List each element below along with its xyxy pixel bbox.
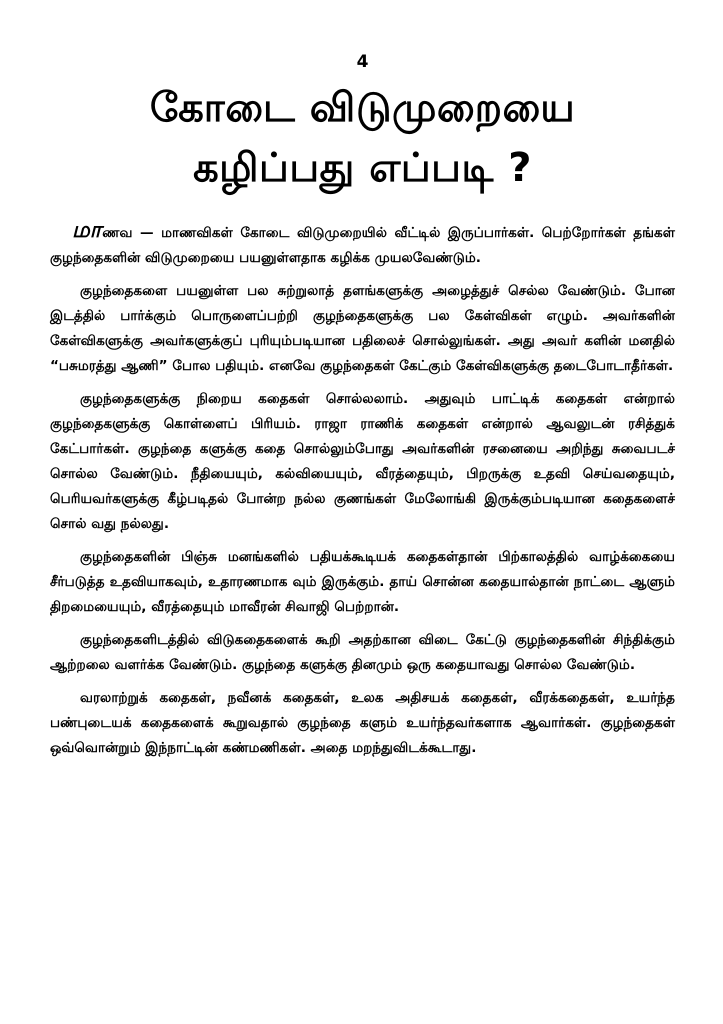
paragraph-6: வரலாற்றுக் கதைகள், நவீனக் கதைகள், உலக அதிசயக் கதைகள், வீரக்கதைகள், உயர்ந்த பண்புடையக் கதைகளைக் கூறுவதால் குழந்தை களும் உயர்ந்தவர்களாக ஆவார்கள். குழந்தைகள் ஒவ்வொன்றும் இந்நாட்டின் கண்மணிகள். அதை மறந்துவிடக்கூடாது. <box>50 690 675 756</box>
paragraph-1 <box>50 218 675 271</box>
chapter-body <box>50 218 675 761</box>
chapter-title <box>50 78 675 198</box>
dropcap: மா <box>72 218 103 243</box>
paragraph-3: குழந்தைகளுக்கு நிறைய கதைகள் சொல்லலாம். அதுவும் பாட்டிக் கதைகள் என்றால் குழந்தைகளுக்கு கொள்ளைப் பிரியம். ராஜா ராணிக் கதைகள் என்றால் ஆவலுடன் ரசித்துக் கேட்பார்கள். குழந்தை களுக்கு கதை சொல்லும்போது அவர்களின் ரசனையை அறிந்து சுவைபடச் சொல்ல வேண்டும். நீதியையும், கல்வியையும், வீரத்தையும், பிறருக்கு உதவி செய்வதையும், பெரியவர்களுக்கு கீழ்படிதல் போன்ற நல்ல குணங்கள் மேலோங்கி இருக்கும்படியான கதைகளைச் சொல் வது நல்லது. <box>50 391 675 532</box>
paragraph-2: குழந்தைகளை பயனுள்ள பல சுற்றுலாத் தளங்களுக்கு அழைத்துச் செல்ல வேண்டும். போன இடத்தில் பார்க்கும் பொருளைப்பற்றி குழந்தைகளுக்கு பல கேள்விகள் எழும். அவர்களின் கேள்விகளுக்கு அவர்களுக்குப் புரியும்படியான பதிலைச் சொல்லுங்கள். அது அவர் களின் மனதில் “பசுமரத்து ஆணி” போல பதியும். எனவே குழந்தைகள் கேட்கும் கேள்விகளுக்கு தடைபோடாதீர்கள். <box>50 283 675 374</box>
page-number: 4 <box>356 52 369 72</box>
chapter-title-line-1: கோடை விடுமுறையை <box>149 85 576 131</box>
paragraph-1-text: ணவ — மாணவிகள் கோடை விடுமுறையில் வீட்டில் இருப்பார்கள். பெற்றோர்கள் தங்கள் குழந்தைகளின் விடுமுறையை பயனுள்ளதாக கழிக்க முயலவேண்டும். <box>50 225 675 266</box>
chapter-title-line-2: கழிப்பது எப்படி ? <box>193 145 532 191</box>
paragraph-5: குழந்தைகளிடத்தில் விடுகதைகளைக் கூறி அதற்கான விடை கேட்டு குழந்தைகளின் சிந்திக்கும் ஆற்றலை வளர்க்க வேண்டும். குழந்தை களுக்கு தினமும் ஒரு கதையாவது சொல்ல வேண்டும். <box>50 632 675 673</box>
paragraph-4: குழந்தைகளின் பிஞ்சு மனங்களில் பதியக்கூடியக் கதைகள்தான் பிற்காலத்தில் வாழ்க்கையை சீர்படுத்த உதவியாகவும், உதாரணமாக வும் இருக்கும். தாய் சொன்ன கதையால்தான் நாட்டை ஆளும் திறமையையும், வீரத்தையும் மாவீரன் சிவாஜி பெற்றான். <box>50 549 675 615</box>
